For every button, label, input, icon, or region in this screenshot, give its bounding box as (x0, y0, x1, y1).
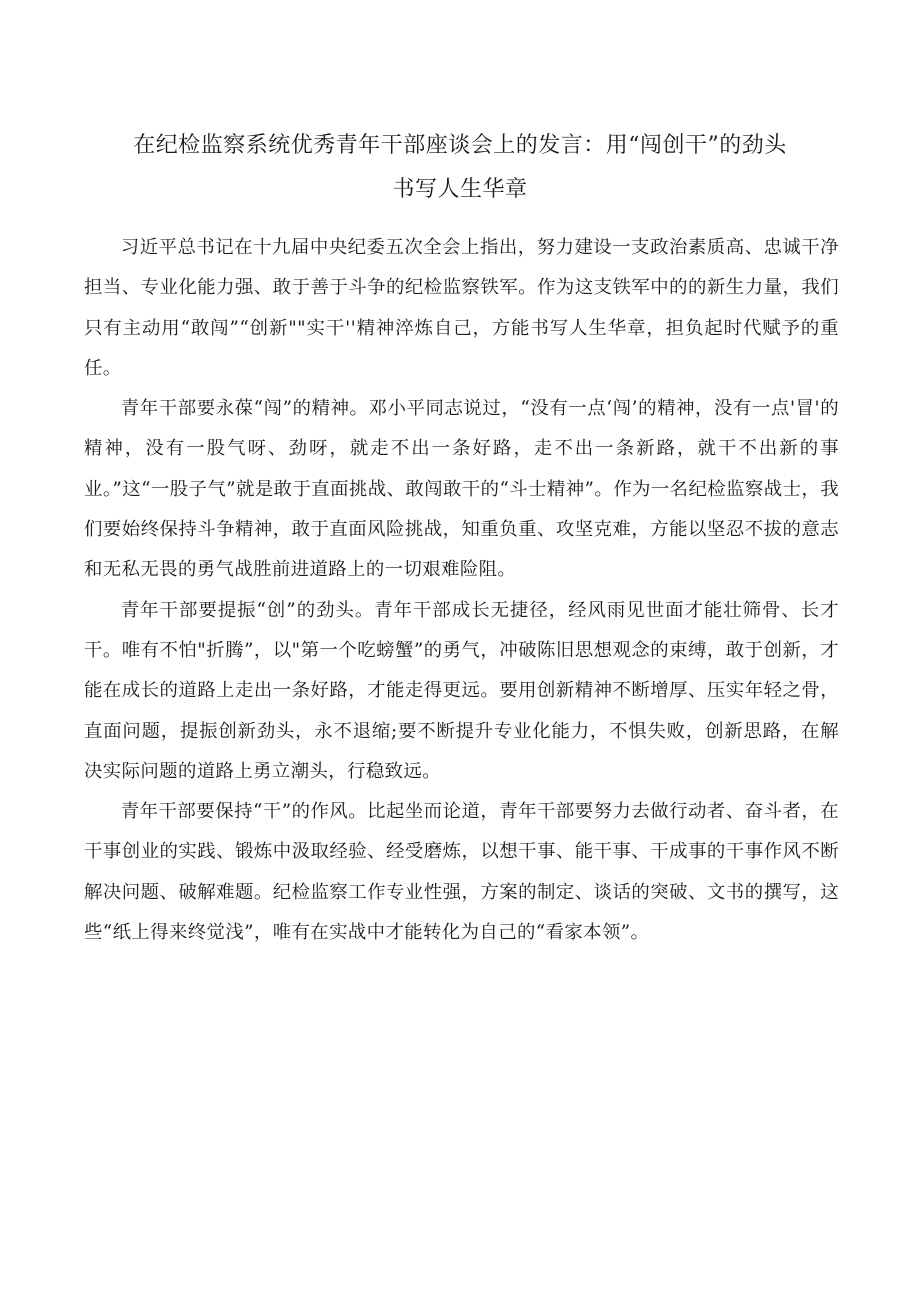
paragraph-action: 青年干部要保持“干”的作风。比起坐而论道，青年干部要努力去做行动者、奋斗者，在干事创业的实践、锻炼中汲取经验、经受磨炼，以想干事、能干事、干成事的干事作风不断解决问题、破解难题。纪检监察工作专业性强，方案的制定、谈话的突破、文书的撰写，这些“纸上得来终觉浅”，唯有在实战中才能转化为自己的“看家本领”。 (84, 801, 839, 944)
paragraph-innovation: 青年干部要提振“创”的劲头。青年干部成长无捷径，经风雨见世面才能壮筛骨、长才干。唯有不怕"折腾”，以"第一个吃螃蟹”的勇气，冲破陈旧思想观念的束缚，敢于创新，才能在成长的道路上走出一条好路，才能走得更远。要用创新精神不断增厚、压实年轻之骨，直面问题，提振创新劲头，永不退缩;要不断提升专业化能力，不惧失败，创新思路，在解决实际问题的道路上勇立潮头，行稳致远。 (84, 599, 839, 782)
document-title (60, 124, 860, 212)
paragraph-intro: 习近平总书记在十九届中央纪委五次全会上指出，努力建设一支政治素质高、忠诚干净担当、专业化能力强、敢于善于斗争的纪检监察铁军。作为这支铁军中的的新生力量，我们只有主动用“敢闯”“创新""实干''精神淬炼自己，方能书写人生华章，担负起时代赋予的重任。 (84, 237, 839, 379)
document-body (84, 228, 839, 953)
title-line-2: 书写人生华章 (392, 177, 528, 202)
title-line-1: 在纪检监察系统优秀青年干部座谈会上的发言：用“闯创干”的劲头 (133, 133, 787, 158)
paragraph-chuang-spirit: 青年干部要永葆“闯”的精神。邓小平同志说过，“没有一点‘闯’的精神，没有一点'冒'的精神，没有一股气呀、劲呀，就走不出一条好路，走不出一条新路，就干不出新的事业。”这“一股子气”就是敢于直面挑战、敢闯敢干的“斗士精神”。作为一名纪检监察战士，我们要始终保持斗争精神，敢于直面风险挑战，知重负重、攻坚克难，方能以坚忍不拔的意志和无私无畏的勇气战胜前进道路上的一切艰难险阻。 (84, 398, 839, 581)
